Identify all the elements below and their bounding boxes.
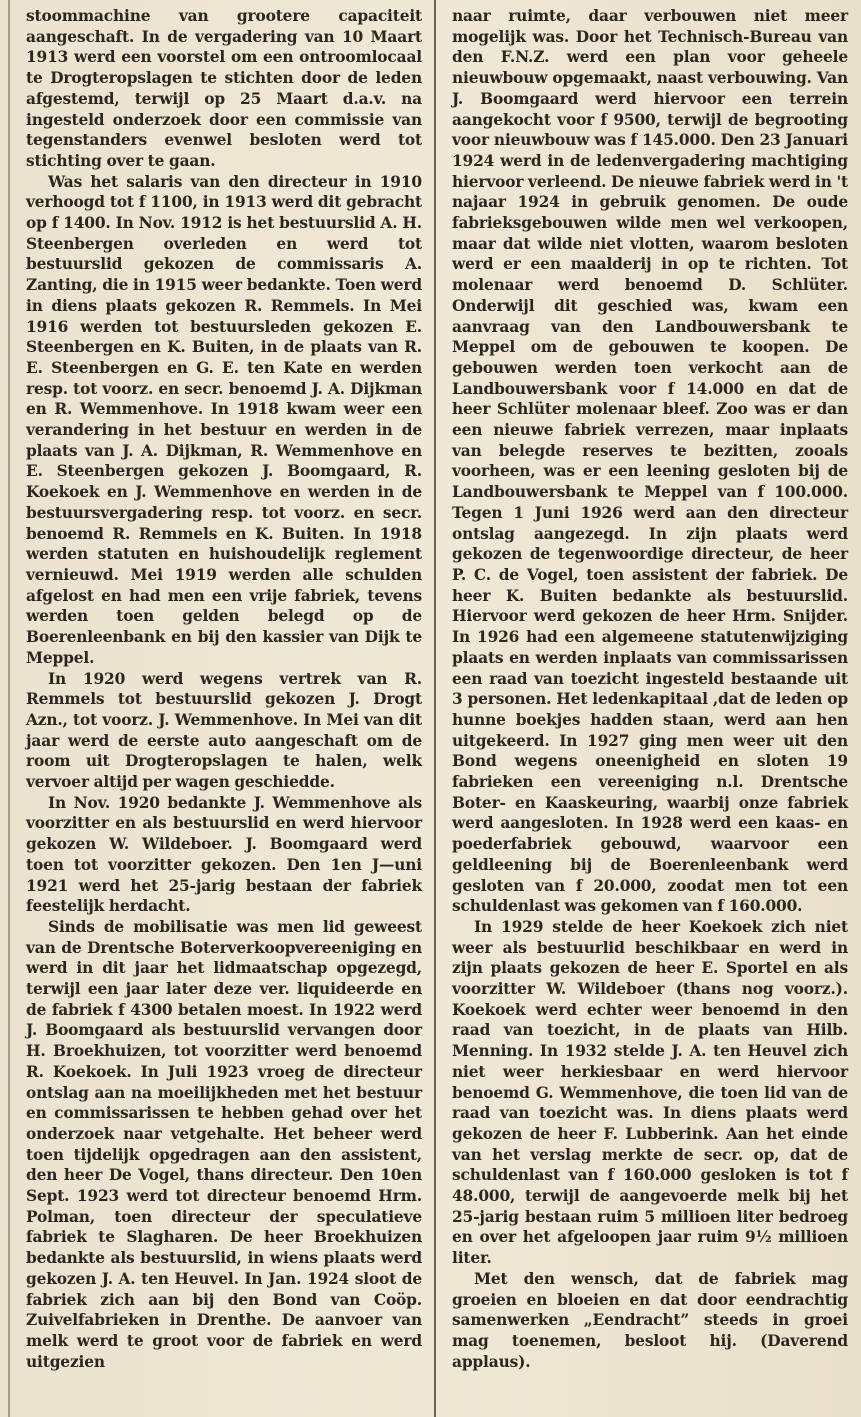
- right-column: [452, 6, 848, 1372]
- left-column: [26, 6, 422, 1372]
- paragraph: Was het salaris van den directeur in 1910 verhoogd tot f 1100, in 1913 werd dit gebracht op f 1400. In Nov. 1912 is het bestuurslid A. H. Steenbergen overleden en werd tot bestuurslid gekozen de commissaris A. Zanting, die in 1915 weer bedankte. Toen werd in diens plaats gekozen R. Remmels. In Mei 1916 werden tot bestuursleden gekozen E. Steenbergen en K. Buiten, in de plaats van R. E. Steenbergen en G. E. ten Kate en werden resp. tot voorz. en secr. benoemd J. A. Dijkman en R. Wemmenhove. In 1918 kwam weer een verandering in het bestuur en werden in de plaats van J. A. Dijkman, R. Wemmenhove en E. Steenbergen gekozen J. Boomgaard, R. Koekoek en J. Wemmenhove en werden in de bestuursvergadering resp. tot voorz. en secr. benoemd R. Remmels en K. Buiten. In 1918 werden statuten en huishoudelijk reglement vernieuwd. Mei 1919 werden alle schulden afgelost en had men een vrije fabriek, tevens werden toen gelden belegd op de Boerenleenbank en bij den kassier van Dijk te Meppel.: [26, 172, 422, 667]
- paragraph: stoommachine van grootere capaciteit aangeschaft. In de vergadering van 10 Maart 1913 werd een voorstel om een ontroomlocaal te Drogteropslagen te stichten door de leden afgestemd, terwijl op 25 Maart d.a.v. na ingesteld onderzoek door een commissie van tegenstanders evenwel besloten werd tot stichting over te gaan.: [26, 7, 422, 170]
- paragraph: In 1929 stelde de heer Koekoek zich niet weer als bestuurlid beschikbaar en werd in zijn plaats gekozen de heer E. Sportel en als voorzitter W. Wildeboer (thans nog voorz.). Koekoek werd echter weer benoemd in den raad van toezicht, in de plaats van Hilb. Menning. In 1932 stelde J. A. ten Heuvel zich niet weer herkiesbaar en werd hiervoor benoemd G. Wemmenhove, die toen lid van de raad van toezicht was. In diens plaats werd gekozen de heer F. Lubberink. Aan het einde van het verslag merkte de secr. op, dat de schuldenlast van f 160.000 gesloken is tot f 48.000, terwijl de aangevoerde melk bij het 25-jarig bestaan ruim 5 millioen liter bedroeg en over het afgeloopen jaar ruim 9½ millioen liter.: [452, 917, 848, 1268]
- paragraph: In Nov. 1920 bedankte J. Wemmenhove als voorzitter en als bestuurslid en werd hiervoor gekozen W. Wildeboer. J. Boomgaard werd toen tot voorzitter gekozen. Den 1en J—uni 1921 werd het 25-jarig bestaan der fabriek feestelijk herdacht.: [26, 793, 422, 916]
- paragraph: naar ruimte, daar verbouwen niet meer mogelijk was. Door het Technisch-Bureau van den F.N.Z. werd een plan voor geheele nieuwbouw opgemaakt, naast verbouwing. Van J. Boomgaard werd hiervoor een terrein aangekocht voor f 9500, terwijl de begrooting voor nieuwbouw was f 145.000. Den 23 Januari 1924 werd in de ledenvergadering machtiging hiervoor verleend. De nieuwe fabriek werd in 't najaar 1924 in gebruik genomen. De oude fabrieksgebouwen wilde men wel verkoopen, maar dat wilde niet vlotten, waarom besloten werd er een maalderij in op te richten. Tot molenaar werd benoemd D. Schlüter. Onderwijl dit geschied was, kwam een aanvraag van den Landbouwersbank te Meppel om de gebouwen te koopen. De gebouwen werden toen verkocht aan de Landbouwersbank voor f 14.000 en dat de heer Schlüter molenaar bleef. Zoo was er dan een nieuwe fabriek verrezen, maar inplaats van belegde reserves te bezitten, zooals voorheen, was er een leening gesloten bij de Landbouwersbank te Meppel van f 100.000. Tegen 1 Juni 1926 werd aan den directeur ontslag aangezegd. In zijn plaats werd gekozen de tegenwoordige directeur, de heer P. C. de Vogel, toen assistent der fabriek. De heer K. Buiten bedankte als bestuurslid. Hiervoor werd gekozen de heer Hrm. Snijder. In 1926 had een algemeene statutenwijziging plaats en werden inplaats van commissarissen een raad van toezicht ingesteld bestaande uit 3 personen. Het ledenkapitaal ,dat de leden op hunne boekjes hadden staan, werd aan hen uitgekeerd. In 1927 ging men weer uit den Bond wegens oneenigheid en sloten 19 fabrieken een vereeniging n.l. Drentsche Boter- en Kaaskeuring, waarbij onze fabriek werd aangesloten. In 1928 werd een kaas- en poederfabriek gebouwd, waarvoor een geldleening bij de Boerenleenbank werd gesloten van f 20.000, zoodat men tot een schuldenlast was gekomen van f 160.000.: [452, 7, 848, 916]
- paragraph: Met den wensch, dat de fabriek mag groeien en bloeien en dat door eendrachtig samenwerken „Eendracht” steeds in groei mag toenemen, besloot hij. (Daverend applaus).: [452, 1269, 848, 1371]
- paragraph: Sinds de mobilisatie was men lid geweest van de Drentsche Boterverkoopvereeniging en werd in dit jaar het lidmaatschap opgezegd, terwijl een jaar later deze ver. liquideerde en de fabriek f 4300 betalen moest. In 1922 werd J. Boomgaard als bestuurslid vervangen door H. Broekhuizen, tot voorzitter werd benoemd R. Koekoek. In Juli 1923 vroeg de directeur ontslag aan na moeilijkheden met het bestuur en commissarissen te hebben gehad over het onderzoek naar vetgehalte. Het beheer werd toen tijdelijk opgedragen aan den assistent, den heer De Vogel, thans directeur. Den 10en Sept. 1923 werd tot directeur benoemd Hrm. Polman, toen directeur der speculatieve fabriek te Slagharen. De heer Broekhuizen bedankte als bestuurslid, in wiens plaats werd gekozen J. A. ten Heuvel. In Jan. 1924 sloot de fabriek zich aan bij den Bond van Coöp. Zuivelfabrieken in Drenthe. De aanvoer van melk werd te groot voor de fabriek en werd uitgezien: [26, 917, 422, 1371]
- left-margin-rule: [8, 0, 10, 1417]
- paragraph: In 1920 werd wegens vertrek van R. Remmels tot bestuurslid gekozen J. Drogt Azn., tot voorz. J. Wemmenhove. In Mei van dit jaar werd de eerste auto aangeschaft om de room uit Drogteropslagen te halen, welk vervoer altijd per wagen geschiedde.: [26, 669, 422, 792]
- column-divider-rule: [434, 0, 436, 1417]
